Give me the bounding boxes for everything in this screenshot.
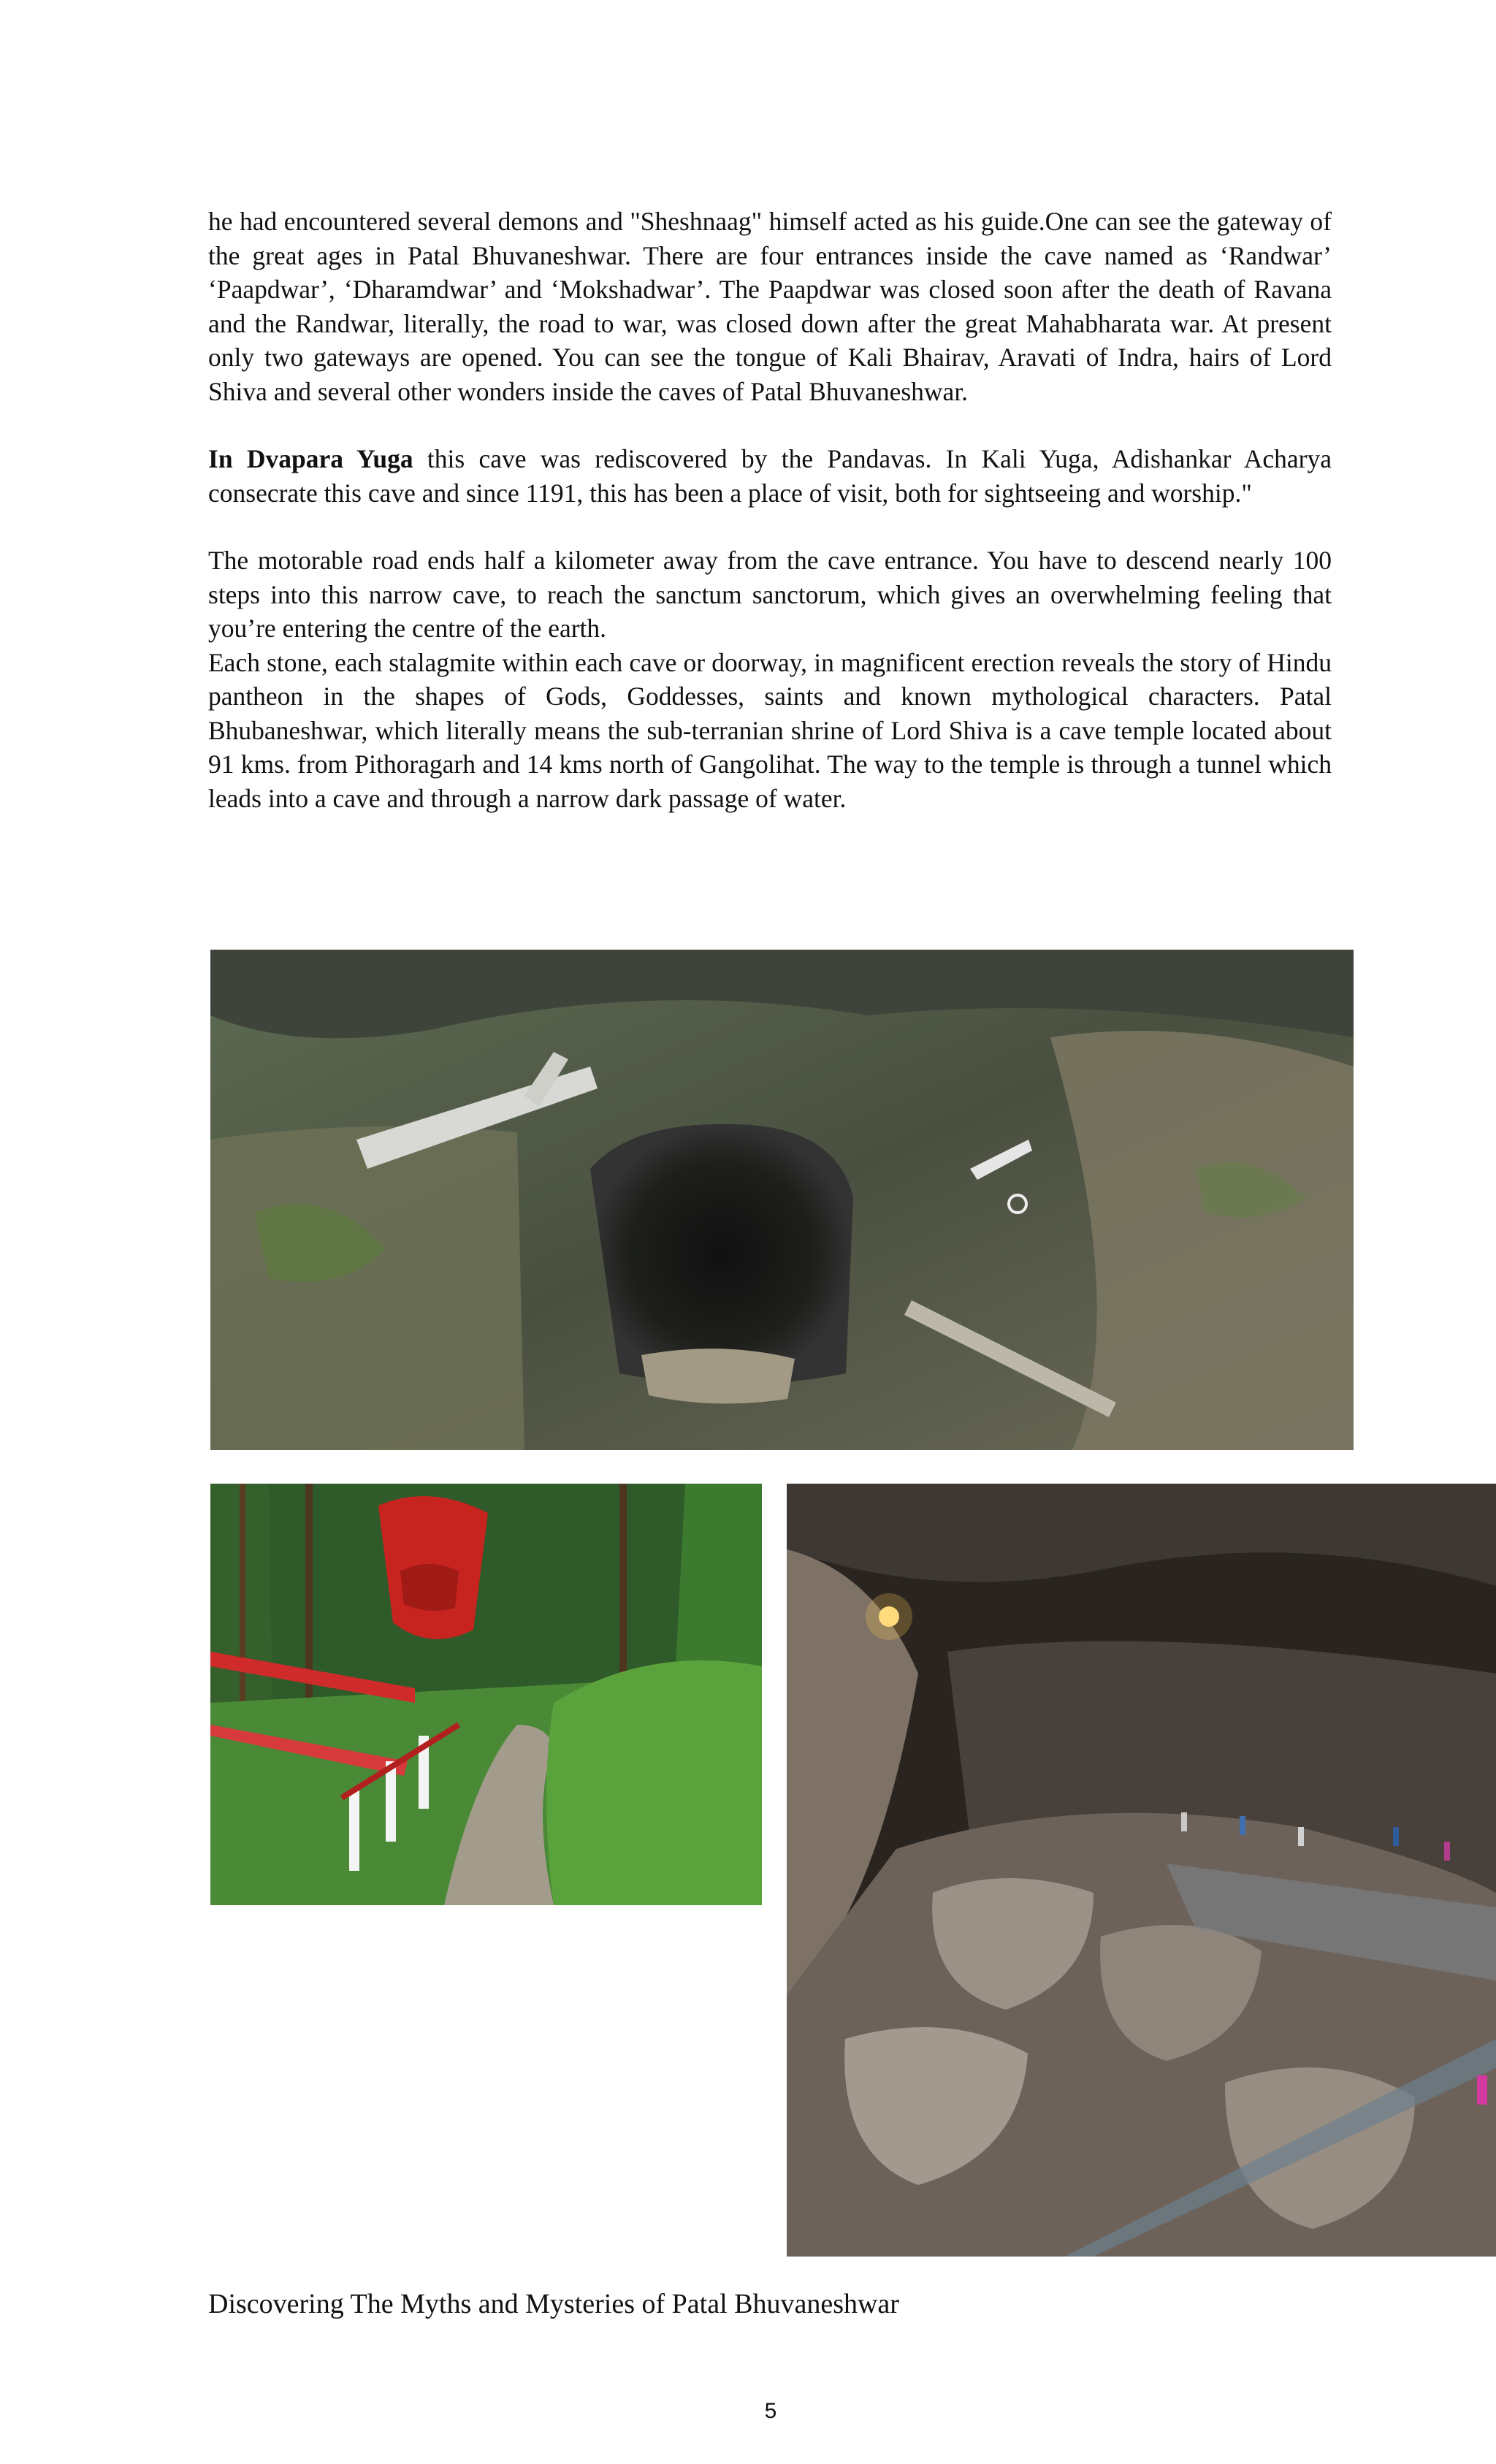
- body-text: [208, 205, 1332, 815]
- paragraph-2-lead: In Dvapara Yuga: [208, 444, 413, 473]
- paragraph-2: [208, 442, 1332, 510]
- cave-interior-photo: [787, 1484, 1496, 2257]
- cave-entrance-photo: [210, 950, 1354, 1450]
- temple-path-photo: [210, 1484, 762, 1905]
- paragraph-3: The motorable road ends half a kilometer away from the cave entrance. You have to descend nearly 100 steps into this narrow cave, to reach the sanctum sanctorum, which gives an overwhelming feeling that you’re entering the centre of the earth.: [208, 546, 1332, 643]
- paragraph-2-rest: this cave was rediscovered by the Pandavas. In Kali Yuga, Adishankar Acharya consecrate this cave and since 1191, this has been a place of visit, both for sightseeing and worship.": [208, 444, 1332, 508]
- paragraph-4: Each stone, each stalagmite within each cave or doorway, in magnificent erection reveals the story of Hindu pantheon in the shapes of Gods, Goddesses, saints and known mythological characters. Patal Bhubaneshwar, which literally means the sub-terranian shrine of Lord Shiva is a cave temple located about 91 kms. from Pithoragarh and 14 kms north of Gangolihat. The way to the temple is through a tunnel which leads into a cave and through a narrow dark passage of water.: [208, 647, 1332, 813]
- page-number: 5: [764, 2399, 777, 2423]
- figure-caption: Discovering The Myths and Mysteries of Patal Bhuvaneshwar: [208, 2289, 899, 2319]
- paragraph-1: he had encountered several demons and "Sheshnaag" himself acted as his guide.One can see the gateway of the great ages in Patal Bhuvaneshwar. There are four entrances inside the cave named as ‘Randwar’ ‘Paapdwar’, ‘Dharamdwar’ and ‘Mokshadwar’. The Paapdwar was closed soon after the death of Ravana and the Randwar, literally, the road to war, was closed down after the great Mahabharata war. At present only two gateways are opened. You can see the tongue of Kali Bhairav, Aravati of Indra, hairs of Lord Shiva and several other wonders inside the caves of Patal Bhuvaneshwar.: [208, 207, 1332, 406]
